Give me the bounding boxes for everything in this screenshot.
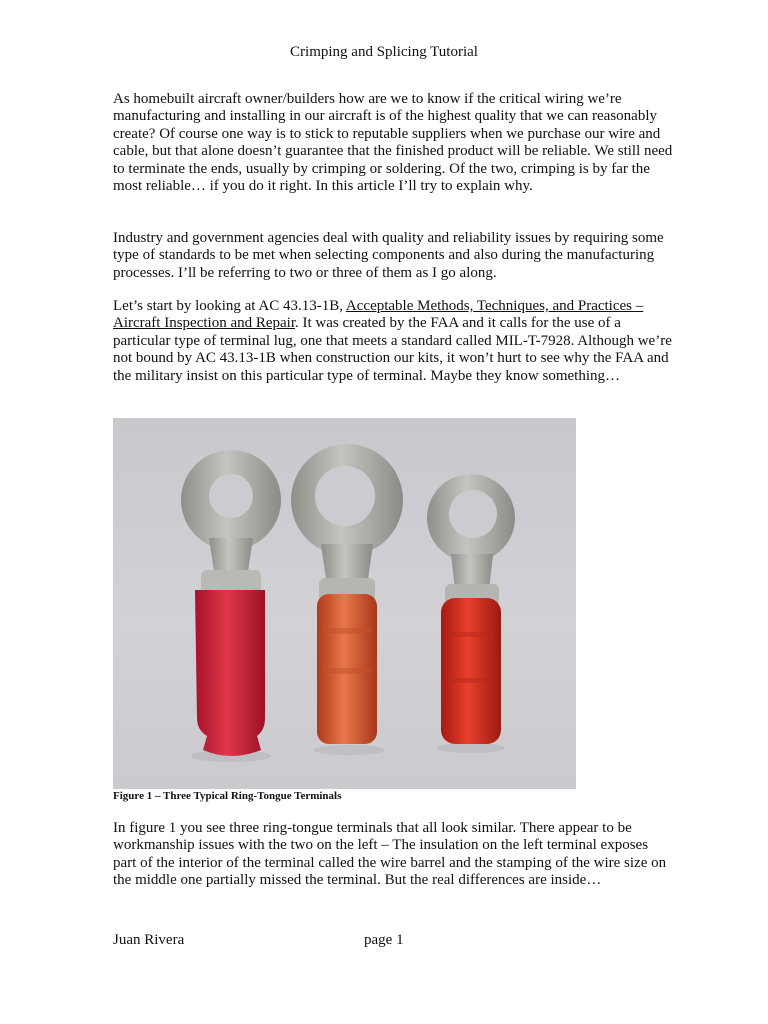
- paragraph-ac43-end: . It was created by the FAA and it calls for the use of a particular type of terminal lug, one that meets a standard called MIL-T-7928. Although we’re not bound by AC 43.13-1B when construction our kits, it won’t hurt to see why the FAA and the military insist on this particular type of terminal. Maybe they know something…: [113, 315, 672, 384]
- footer-author: Juan Rivera: [113, 932, 185, 948]
- paragraph-ac43: [113, 298, 673, 385]
- paragraph-standards: Industry and government agencies deal with quality and reliability issues by requiring some type of standards to be met when selecting components and also during the manufacturing processes. I’ll be referring to two or three of them as I go along.: [113, 230, 664, 281]
- right-terminal: [427, 474, 515, 753]
- paragraph-figure-discussion: In figure 1 you see three ring-tongue terminals that all look similar. There appear to be workmanship issues with the two on the left – The insulation on the left terminal exposes part of the interior of the terminal called the wire barrel and the stamping of the wire size on the middle one partially missed the terminal. But the real differences are inside…: [113, 820, 667, 889]
- left-terminal: [181, 450, 281, 762]
- ac43-title-underlined: Acceptable Methods, Techniques, and Practices – Aircraft Inspection and Repair: [113, 298, 644, 332]
- footer-page-number: page 1: [364, 932, 404, 948]
- figure-1-photo: [113, 418, 576, 789]
- paragraph-intro: As homebuilt aircraft owner/builders how are we to know if the critical wiring we’re manufacturing and installing in our aircraft is of the highest quality that we can reasonably create? Of course one way is to stick to reputable suppliers when we purchase our wire and cable, but that alone doesn’t guarantee that the finished product will be reliable. We still need to terminate the ends, usually by crimping or soldering. Of the two, crimping is by far the most reliable… if you do it right. In this article I’ll try to explain why.: [113, 91, 673, 195]
- middle-terminal: [291, 444, 403, 755]
- terminals-illustration: [113, 418, 576, 789]
- paragraph-ac43-start: Let’s start by looking at AC 43.13-1B,: [113, 298, 346, 314]
- page-title: Crimping and Splicing Tutorial: [290, 44, 478, 60]
- figure-caption: Figure 1 – Three Typical Ring-Tongue Terminals: [113, 790, 342, 802]
